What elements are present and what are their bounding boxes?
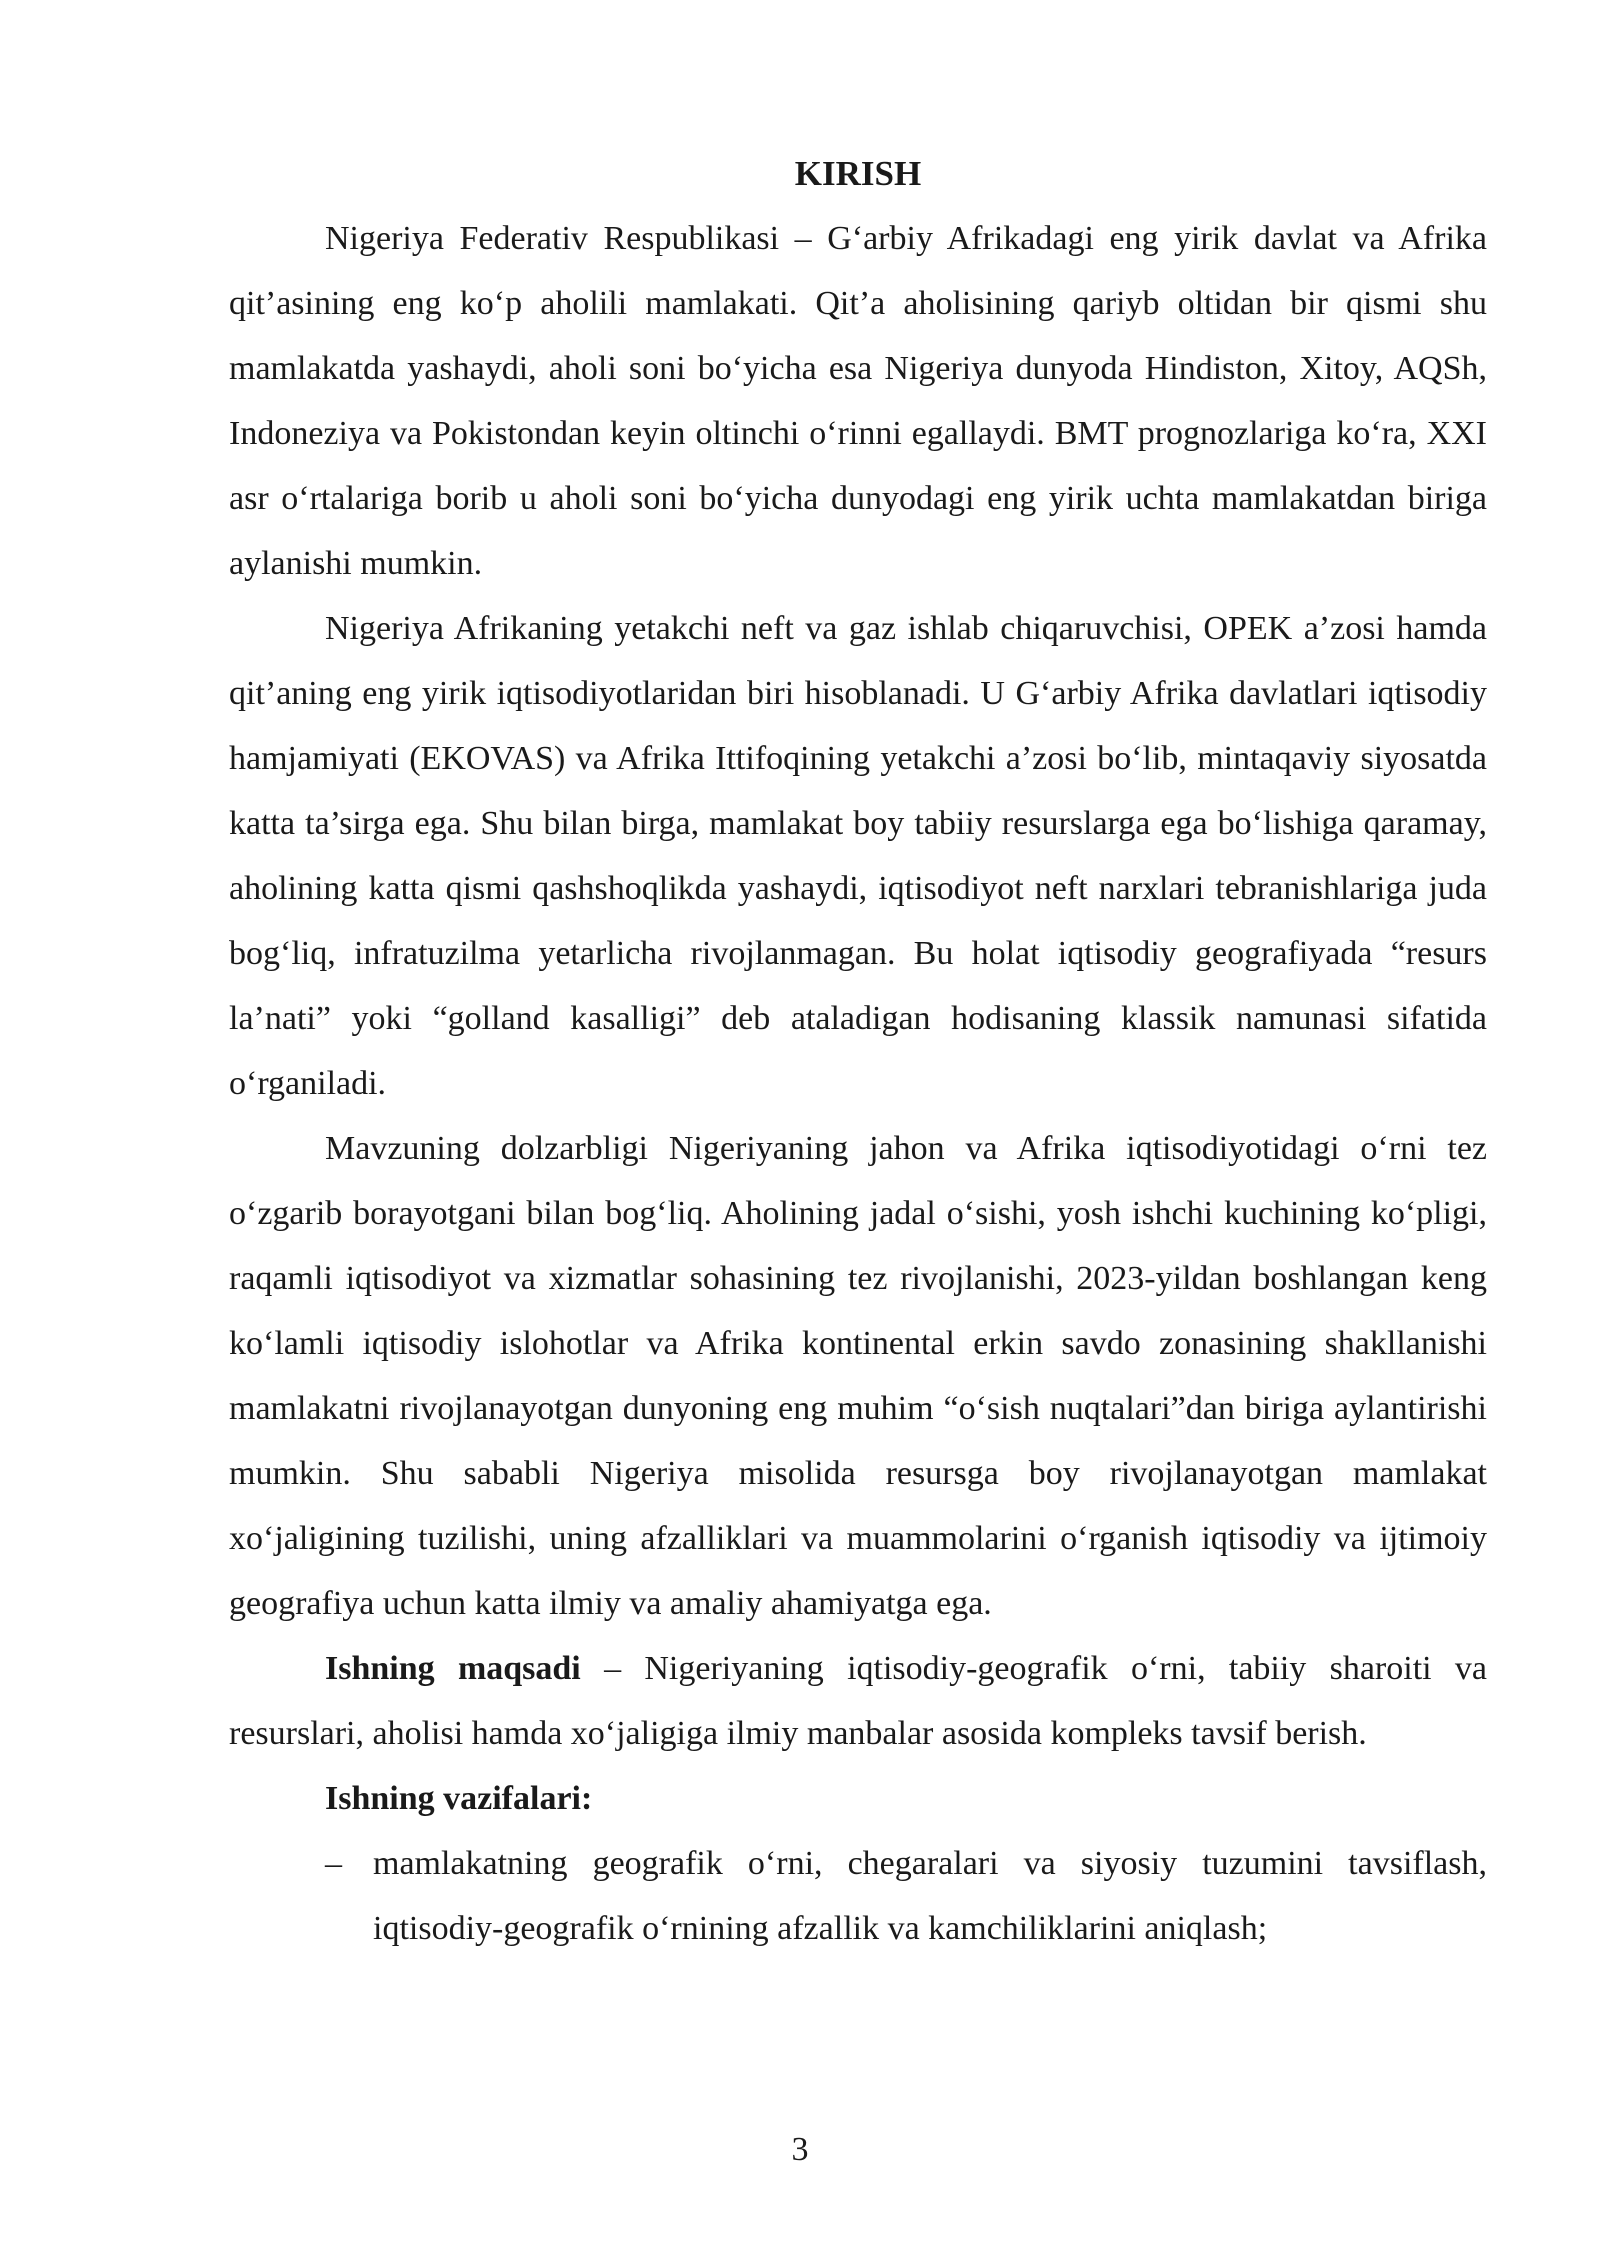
page-number: 3 <box>791 2131 809 2168</box>
section-heading: KIRISH <box>794 154 922 193</box>
list-dash: – <box>325 1845 342 1882</box>
goal-text: – Nigeriyaning iqtisodiy-geografik o‘rni, tabiiy sharoiti va resurslari, aholisi hamda xo‘jaligiga ilmiy manbalar asosida kompleks tavsif berish. <box>229 1650 1487 1752</box>
task-item <box>229 1831 1487 1961</box>
intro-paragraph-1: Nigeriya Federativ Respublikasi – G‘arbiy Afrikadagi eng yirik davlat va Afrika qit’asining eng ko‘p aholili mamlakati. Qit’a aholisining qariyb oltidan bir qismi shu mamlakatda yashaydi, aholi soni bo‘yicha esa Nigeriya dunyoda Hindiston, Xitoy, AQSh, Indoneziya va Pokistondan keyin oltinchi o‘rinni egallaydi. BMT prognozlariga ko‘ra, XXI asr o‘rtalariga borib u aholi soni bo‘yicha dunyodagi eng yirik uchta mamlakatdan biriga aylanishi mumkin. <box>229 220 1487 582</box>
intro-paragraph-2: Nigeriya Afrikaning yetakchi neft va gaz ishlab chiqaruvchisi, OPEK a’zosi hamda qit’aning eng yirik iqtisodiyotlaridan biri hisoblanadi. U G‘arbiy Afrika davlatlari iqtisodiy hamjamiyati (EKOVAS) va Afrika Ittifoqining yetakchi a’zosi bo‘lib, mintaqaviy siyosatda katta ta’sirga ega. Shu bilan birga, mamlakat boy tabiiy resurslarga ega bo‘lishiga qaramay, aholining katta qismi qashshoqlikda yashaydi, iqtisodiyot neft narxlari tebranishlariga juda bog‘liq, infratuzilma yetarlicha rivojlanmagan. Bu holat iqtisodiy geografiyada “resurs la’nati” yoki “golland kasalligi” deb ataladigan hodisaning klassik namunasi sifatida o‘rganiladi. <box>229 610 1487 1102</box>
goal-paragraph <box>229 1636 1487 1766</box>
document-body <box>229 142 1487 1961</box>
goal-label: Ishning maqsadi <box>325 1650 581 1687</box>
tasks-list <box>229 1831 1487 1961</box>
task-item-text: mamlakatning geografik o‘rni, chegaralari va siyosiy tuzumini tavsiflash, iqtisodiy-geografik o‘rnining afzallik va kamchiliklarini aniqlash; <box>373 1845 1487 1947</box>
tasks-heading: Ishning vazifalari: <box>325 1780 593 1817</box>
relevance-paragraph: Mavzuning dolzarbligi Nigeriyaning jahon va Afrika iqtisodiyotidagi o‘rni tez o‘zgarib borayotgani bilan bog‘liq. Aholining jadal o‘sishi, yosh ishchi kuchining ko‘pligi, raqamli iqtisodiyot va xizmatlar sohasining tez rivojlanishi, 2023-yildan boshlangan keng ko‘lamli iqtisodiy islohotlar va Afrika kontinental erkin savdo zonasining shakllanishi mamlakatni rivojlanayotgan dunyoning eng muhim “o‘sish nuqtalari”dan biriga aylantirishi mumkin. Shu sababli Nigeriya misolida resursga boy rivojlanayotgan mamlakat xo‘jaligining tuzilishi, uning afzalliklari va muammolarini o‘rganish iqtisodiy va ijtimoiy geografiya uchun katta ilmiy va amaliy ahamiyatga ega. <box>229 1130 1487 1622</box>
